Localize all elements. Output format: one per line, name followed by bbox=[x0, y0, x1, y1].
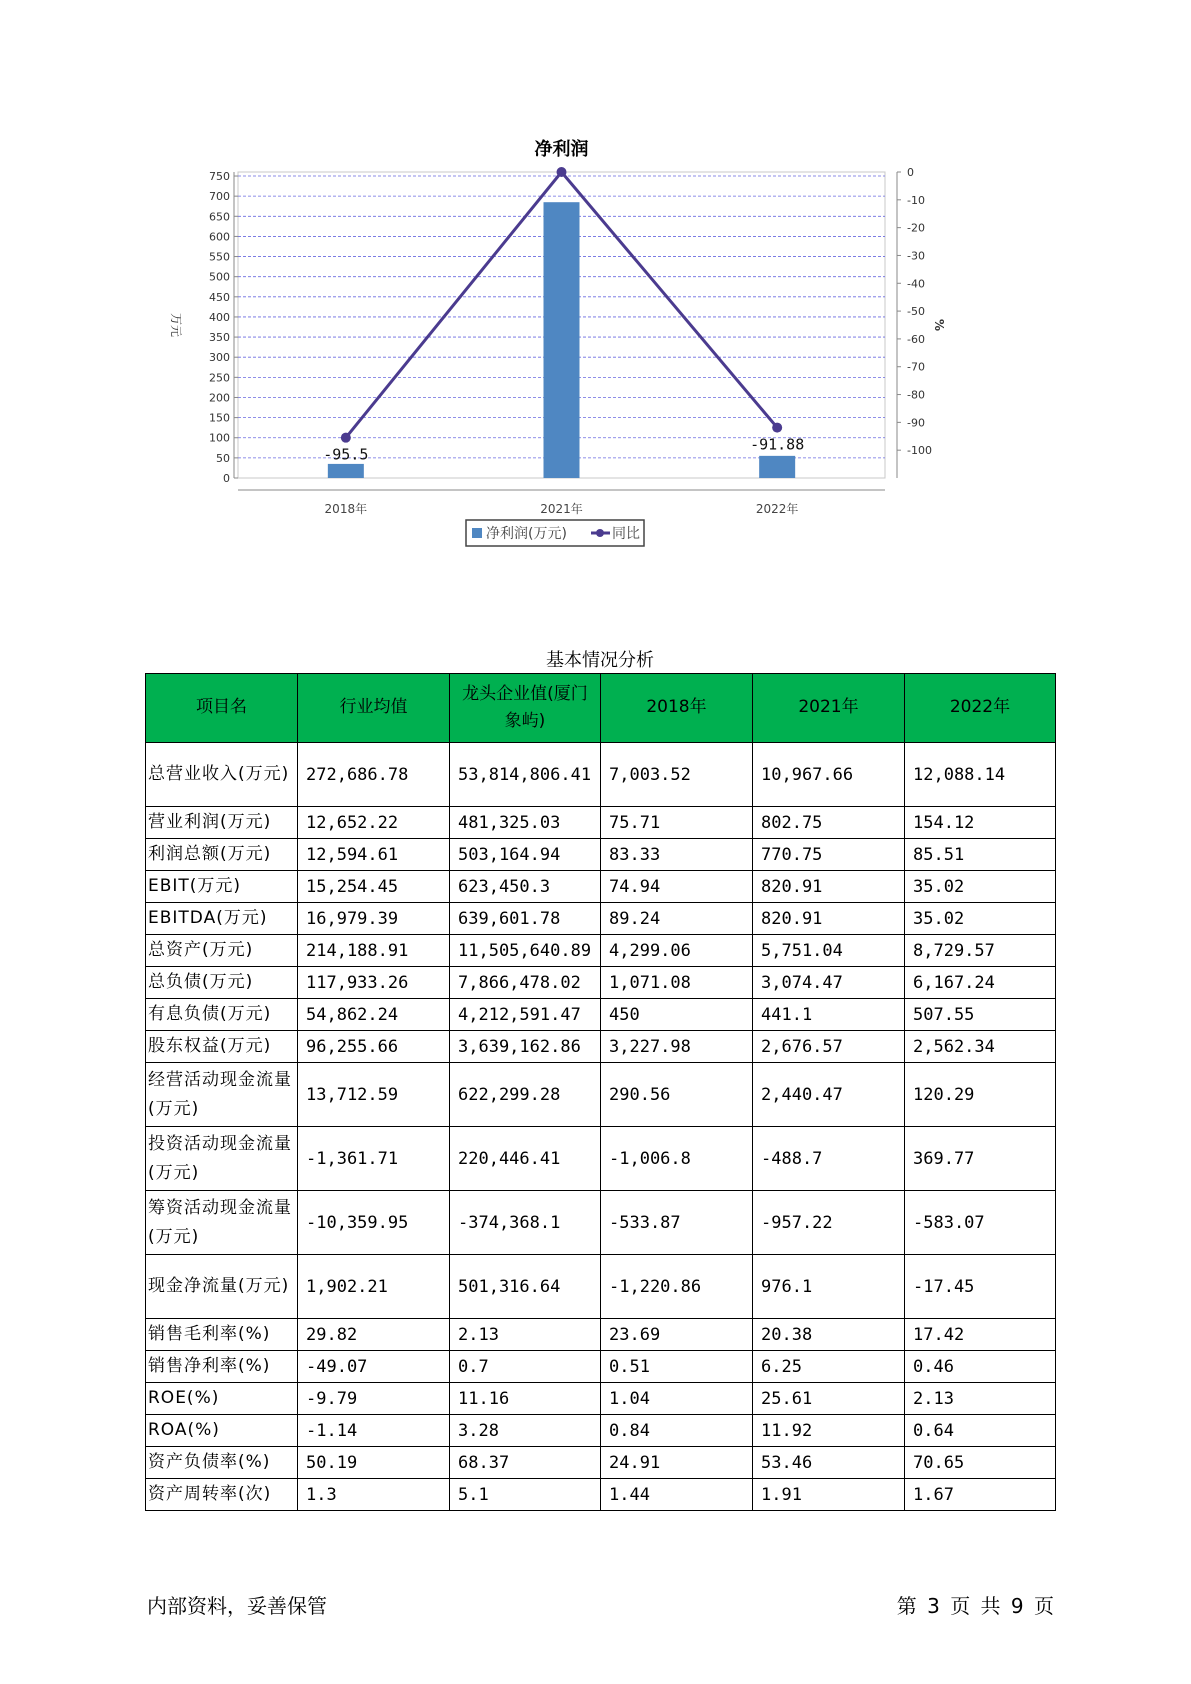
cell-2021: 5,751.04 bbox=[753, 935, 905, 967]
cell-2022: 120.29 bbox=[905, 1063, 1056, 1127]
table-row-ebitda bbox=[146, 903, 1056, 935]
cell-2018: 450 bbox=[601, 999, 753, 1031]
cell-2018: 1.44 bbox=[601, 1479, 753, 1511]
left-tick-label: 550 bbox=[209, 250, 230, 264]
cell-industry-average: 272,686.78 bbox=[298, 743, 450, 807]
table-row-net-cash-flow bbox=[146, 1255, 1056, 1319]
table-body bbox=[146, 743, 1056, 1511]
table-row-roe bbox=[146, 1383, 1056, 1415]
y2-axis-label: % bbox=[932, 318, 946, 332]
cell-2021: 53.46 bbox=[753, 1447, 905, 1479]
header-2018: 2018年 bbox=[601, 674, 753, 743]
cell-label: 资产负债率(%) bbox=[146, 1447, 298, 1479]
cell-2021: -957.22 bbox=[753, 1191, 905, 1255]
cell-industry-average: -10,359.95 bbox=[298, 1191, 450, 1255]
table-row-roa bbox=[146, 1415, 1056, 1447]
right-tick-label: -10 bbox=[907, 193, 925, 207]
cell-2021: 6.25 bbox=[753, 1351, 905, 1383]
left-tick-label: 150 bbox=[209, 411, 230, 425]
cell-2021: 820.91 bbox=[753, 903, 905, 935]
cell-leader-value: 622,299.28 bbox=[450, 1063, 601, 1127]
right-tick-label: -90 bbox=[907, 416, 925, 430]
cell-2018: 0.51 bbox=[601, 1351, 753, 1383]
cell-2018: 7,003.52 bbox=[601, 743, 753, 807]
line-point-yoy bbox=[341, 433, 351, 443]
right-tick-label: -50 bbox=[907, 305, 925, 319]
cell-2018: 74.94 bbox=[601, 871, 753, 903]
right-tick-label: 0 bbox=[907, 166, 914, 179]
left-tick-label: 450 bbox=[209, 290, 230, 304]
net-profit-chart bbox=[150, 130, 1040, 600]
data-label-yoy: -91.88 bbox=[750, 435, 805, 454]
cell-industry-average: 29.82 bbox=[298, 1319, 450, 1351]
x-tick-label: 2022年 bbox=[755, 502, 799, 516]
cell-2022: 17.42 bbox=[905, 1319, 1056, 1351]
data-label-yoy: -95.5 bbox=[323, 445, 369, 464]
cell-label: 销售净利率(%) bbox=[146, 1351, 298, 1383]
cell-label: EBIT(万元) bbox=[146, 871, 298, 903]
cell-2018: 1.04 bbox=[601, 1383, 753, 1415]
cell-2021: 20.38 bbox=[753, 1319, 905, 1351]
cell-2021: 976.1 bbox=[753, 1255, 905, 1319]
cell-industry-average: 214,188.91 bbox=[298, 935, 450, 967]
cell-2018: 89.24 bbox=[601, 903, 753, 935]
left-tick-label: 200 bbox=[209, 391, 230, 405]
cell-2021: 802.75 bbox=[753, 807, 905, 839]
cell-2022: 70.65 bbox=[905, 1447, 1056, 1479]
cell-leader-value: 2.13 bbox=[450, 1319, 601, 1351]
table-row-shareholder-equity bbox=[146, 1031, 1056, 1063]
left-tick-label: 100 bbox=[209, 431, 230, 445]
legend-swatch-net-profit bbox=[472, 528, 482, 538]
table-caption: 基本情况分析 bbox=[546, 650, 654, 671]
cell-industry-average: 12,652.22 bbox=[298, 807, 450, 839]
left-tick-label: 600 bbox=[209, 230, 230, 244]
cell-2022: -17.45 bbox=[905, 1255, 1056, 1319]
cell-2022: 0.64 bbox=[905, 1415, 1056, 1447]
line-point-yoy bbox=[557, 167, 567, 177]
cell-2021: 11.92 bbox=[753, 1415, 905, 1447]
left-tick-label: 300 bbox=[209, 351, 230, 365]
cell-label: 销售毛利率(%) bbox=[146, 1319, 298, 1351]
cell-2018: 24.91 bbox=[601, 1447, 753, 1479]
cell-label: 总负债(万元) bbox=[146, 967, 298, 999]
cell-2021: 3,074.47 bbox=[753, 967, 905, 999]
table-row-investing-cash-flow bbox=[146, 1127, 1056, 1191]
cell-industry-average: 96,255.66 bbox=[298, 1031, 450, 1063]
footer-page-number: 第 3 页 共 9 页 bbox=[896, 1594, 1054, 1618]
cell-2022: 0.46 bbox=[905, 1351, 1056, 1383]
cell-2022: 85.51 bbox=[905, 839, 1056, 871]
cell-2022: 1.67 bbox=[905, 1479, 1056, 1511]
cell-2022: 154.12 bbox=[905, 807, 1056, 839]
cell-2018: -1,220.86 bbox=[601, 1255, 753, 1319]
chart-title: 净利润 bbox=[534, 139, 589, 160]
footer-confidential-note: 内部资料，妥善保管 bbox=[147, 1594, 327, 1618]
left-tick-label: 700 bbox=[209, 190, 230, 204]
legend-swatch-point-yoy bbox=[596, 529, 604, 537]
cell-2022: 6,167.24 bbox=[905, 967, 1056, 999]
cell-2018: 290.56 bbox=[601, 1063, 753, 1127]
cell-industry-average: -1,361.71 bbox=[298, 1127, 450, 1191]
cell-2022: -583.07 bbox=[905, 1191, 1056, 1255]
cell-industry-average: 13,712.59 bbox=[298, 1063, 450, 1127]
cell-2018: 4,299.06 bbox=[601, 935, 753, 967]
cell-leader-value: 11,505,640.89 bbox=[450, 935, 601, 967]
cell-leader-value: 7,866,478.02 bbox=[450, 967, 601, 999]
cell-2022: 2,562.34 bbox=[905, 1031, 1056, 1063]
table-row-debt-ratio bbox=[146, 1447, 1056, 1479]
cell-leader-value: 11.16 bbox=[450, 1383, 601, 1415]
cell-label: 现金净流量(万元) bbox=[146, 1255, 298, 1319]
cell-2021: 441.1 bbox=[753, 999, 905, 1031]
cell-leader-value: 0.7 bbox=[450, 1351, 601, 1383]
table-row-financing-cash-flow bbox=[146, 1191, 1056, 1255]
table-row-operating-cash-flow bbox=[146, 1063, 1056, 1127]
cell-2018: -533.87 bbox=[601, 1191, 753, 1255]
table-row-total-revenue bbox=[146, 743, 1056, 807]
right-tick-label: -60 bbox=[907, 332, 925, 346]
cell-label: 股东权益(万元) bbox=[146, 1031, 298, 1063]
cell-2022: 12,088.14 bbox=[905, 743, 1056, 807]
bar-net-profit bbox=[328, 464, 364, 478]
cell-industry-average: 54,862.24 bbox=[298, 999, 450, 1031]
cell-label: 总资产(万元) bbox=[146, 935, 298, 967]
cell-2021: 2,440.47 bbox=[753, 1063, 905, 1127]
table-row-total-profit bbox=[146, 839, 1056, 871]
cell-2022: 369.77 bbox=[905, 1127, 1056, 1191]
header-industry-average: 行业均值 bbox=[298, 674, 450, 743]
table-row-total-assets bbox=[146, 935, 1056, 967]
cell-2021: 1.91 bbox=[753, 1479, 905, 1511]
cell-industry-average: 50.19 bbox=[298, 1447, 450, 1479]
cell-label: ROE(%) bbox=[146, 1383, 298, 1415]
cell-2018: 0.84 bbox=[601, 1415, 753, 1447]
cell-industry-average: -1.14 bbox=[298, 1415, 450, 1447]
cell-leader-value: 68.37 bbox=[450, 1447, 601, 1479]
cell-2018: -1,006.8 bbox=[601, 1127, 753, 1191]
cell-2022: 2.13 bbox=[905, 1383, 1056, 1415]
left-tick-label: 400 bbox=[209, 310, 230, 324]
right-tick-label: -100 bbox=[907, 444, 932, 458]
left-tick-label: 50 bbox=[216, 451, 230, 465]
cell-label: 资产周转率(次) bbox=[146, 1479, 298, 1511]
cell-label: 利润总额(万元) bbox=[146, 839, 298, 871]
cell-2021: 2,676.57 bbox=[753, 1031, 905, 1063]
cell-leader-value: 53,814,806.41 bbox=[450, 743, 601, 807]
left-tick-label: 0 bbox=[223, 472, 230, 485]
legend-label-yoy: 同比 bbox=[612, 526, 640, 542]
cell-2018: 3,227.98 bbox=[601, 1031, 753, 1063]
cell-label: ROA(%) bbox=[146, 1415, 298, 1447]
cell-industry-average: 1.3 bbox=[298, 1479, 450, 1511]
cell-leader-value: 639,601.78 bbox=[450, 903, 601, 935]
cell-leader-value: 3,639,162.86 bbox=[450, 1031, 601, 1063]
cell-2021: 770.75 bbox=[753, 839, 905, 871]
right-tick-label: -70 bbox=[907, 360, 925, 374]
cell-2018: 23.69 bbox=[601, 1319, 753, 1351]
y-axis-label: 万元 bbox=[169, 312, 183, 338]
cell-2021: 10,967.66 bbox=[753, 743, 905, 807]
right-tick-label: -80 bbox=[907, 388, 925, 402]
cell-label: 营业利润(万元) bbox=[146, 807, 298, 839]
cell-label: EBITDA(万元) bbox=[146, 903, 298, 935]
cell-2022: 8,729.57 bbox=[905, 935, 1056, 967]
x-tick-label: 2021年 bbox=[540, 502, 583, 516]
header-2022: 2022年 bbox=[905, 674, 1056, 743]
cell-2021: 820.91 bbox=[753, 871, 905, 903]
cell-2018: 75.71 bbox=[601, 807, 753, 839]
table-row-interest-bearing-debt bbox=[146, 999, 1056, 1031]
cell-industry-average: 12,594.61 bbox=[298, 839, 450, 871]
left-tick-label: 500 bbox=[209, 270, 230, 284]
cell-industry-average: 1,902.21 bbox=[298, 1255, 450, 1319]
cell-label: 总营业收入(万元) bbox=[146, 743, 298, 807]
header-leader-value: 龙头企业值(厦门象屿) bbox=[450, 674, 601, 743]
header-item-name: 项目名 bbox=[146, 674, 298, 743]
cell-industry-average: -49.07 bbox=[298, 1351, 450, 1383]
cell-leader-value: 220,446.41 bbox=[450, 1127, 601, 1191]
cell-2021: 25.61 bbox=[753, 1383, 905, 1415]
right-tick-label: -30 bbox=[907, 249, 925, 263]
right-tick-label: -20 bbox=[907, 221, 925, 235]
left-tick-label: 750 bbox=[209, 170, 230, 184]
cell-leader-value: 503,164.94 bbox=[450, 839, 601, 871]
right-tick-label: -40 bbox=[907, 277, 925, 291]
cell-label: 投资活动现金流量(万元) bbox=[146, 1127, 298, 1191]
bar-net-profit bbox=[759, 456, 795, 478]
cell-2018: 83.33 bbox=[601, 839, 753, 871]
table-row-ebit bbox=[146, 871, 1056, 903]
x-tick-label: 2018年 bbox=[324, 502, 368, 516]
table-row-total-liabilities bbox=[146, 967, 1056, 999]
cell-label: 筹资活动现金流量(万元) bbox=[146, 1191, 298, 1255]
left-tick-label: 350 bbox=[209, 331, 230, 345]
cell-2018: 1,071.08 bbox=[601, 967, 753, 999]
basic-analysis-table bbox=[145, 673, 1056, 1511]
chart-svg bbox=[150, 130, 1040, 600]
cell-leader-value: 481,325.03 bbox=[450, 807, 601, 839]
cell-2022: 35.02 bbox=[905, 903, 1056, 935]
cell-2022: 507.55 bbox=[905, 999, 1056, 1031]
table-row-operating-profit bbox=[146, 807, 1056, 839]
cell-2022: 35.02 bbox=[905, 871, 1056, 903]
line-point-yoy bbox=[772, 423, 782, 433]
cell-leader-value: 3.28 bbox=[450, 1415, 601, 1447]
header-2021: 2021年 bbox=[753, 674, 905, 743]
left-tick-label: 250 bbox=[209, 371, 230, 385]
cell-2021: -488.7 bbox=[753, 1127, 905, 1191]
bar-net-profit bbox=[544, 202, 580, 478]
left-tick-label: 650 bbox=[209, 210, 230, 224]
cell-leader-value: 5.1 bbox=[450, 1479, 601, 1511]
table-header-row bbox=[146, 674, 1056, 743]
cell-industry-average: -9.79 bbox=[298, 1383, 450, 1415]
table-row-net-margin bbox=[146, 1351, 1056, 1383]
cell-industry-average: 15,254.45 bbox=[298, 871, 450, 903]
cell-leader-value: -374,368.1 bbox=[450, 1191, 601, 1255]
cell-leader-value: 623,450.3 bbox=[450, 871, 601, 903]
table-row-gross-margin bbox=[146, 1319, 1056, 1351]
table-row-asset-turnover bbox=[146, 1479, 1056, 1511]
legend-label-net-profit: 净利润(万元) bbox=[486, 526, 567, 542]
cell-leader-value: 501,316.64 bbox=[450, 1255, 601, 1319]
cell-industry-average: 117,933.26 bbox=[298, 967, 450, 999]
cell-leader-value: 4,212,591.47 bbox=[450, 999, 601, 1031]
cell-label: 有息负债(万元) bbox=[146, 999, 298, 1031]
cell-label: 经营活动现金流量(万元) bbox=[146, 1063, 298, 1127]
cell-industry-average: 16,979.39 bbox=[298, 903, 450, 935]
